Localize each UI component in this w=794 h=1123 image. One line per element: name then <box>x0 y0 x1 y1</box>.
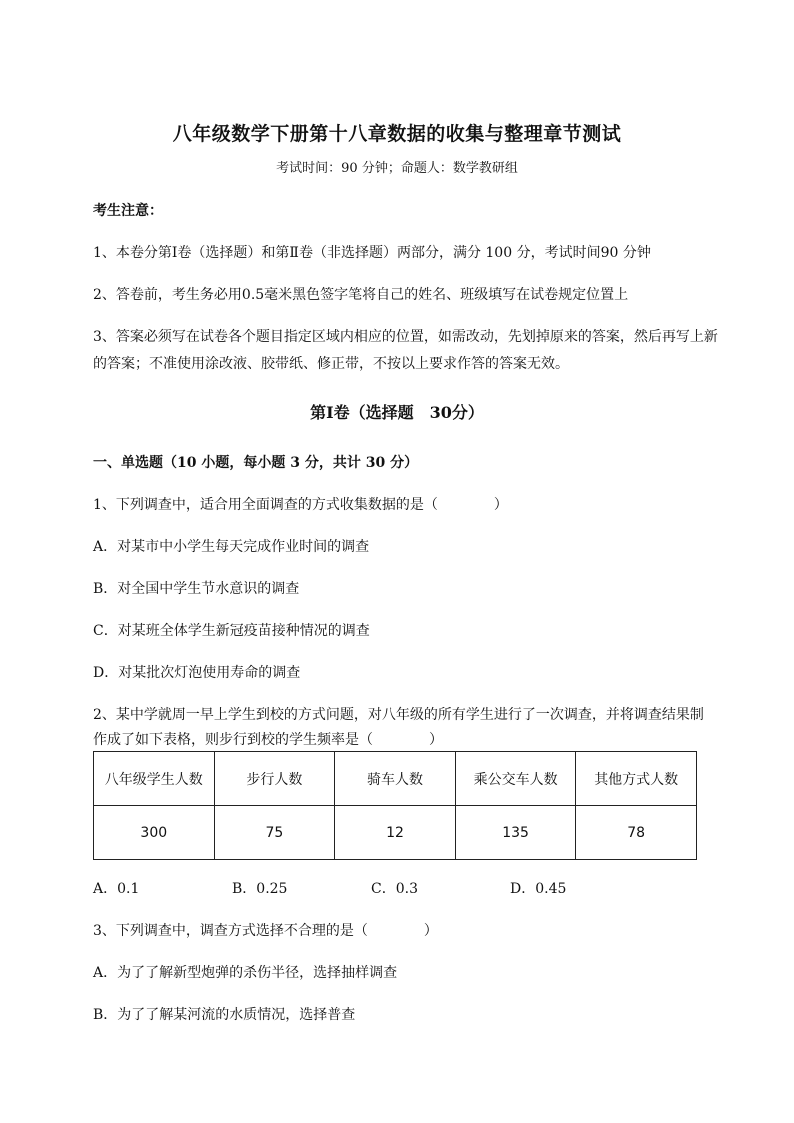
table-header-cell: 八年级学生人数 <box>94 752 215 806</box>
q2-option-a: A．0.1 <box>93 881 140 897</box>
table-cell: 12 <box>335 806 456 860</box>
q1-option-d: D．对某批次灯泡使用寿命的调查 <box>93 665 301 681</box>
table-cell: 78 <box>576 806 697 860</box>
table-header-cell: 步行人数 <box>214 752 335 806</box>
part-heading: 一、单选题（10 小题，每小题 3 分，共计 30 分） <box>93 455 419 471</box>
notice-item-3-cont: 的答案；不准使用涂改液、胶带纸、修正带，不按以上要求作答的答案无效。 <box>93 356 569 372</box>
table-header-cell: 乘公交车人数 <box>455 752 576 806</box>
table-header-row <box>94 752 697 806</box>
section-title: 第Ⅰ卷（选择题 30分） <box>310 403 484 422</box>
q1-option-b: B．对全国中学生节水意识的调查 <box>93 581 300 597</box>
table-cell: 135 <box>455 806 576 860</box>
table-cell: 300 <box>94 806 215 860</box>
table-cell: 75 <box>214 806 335 860</box>
q2-options-row <box>93 878 653 898</box>
q1-option-c: C．对某班全体学生新冠疫苗接种情况的调查 <box>93 623 370 639</box>
q2-option-c: C．0.3 <box>371 881 418 897</box>
q2-option-d: D．0.45 <box>510 881 567 897</box>
q3-option-b: B．为了了解某河流的水质情况，选择普查 <box>93 1007 356 1023</box>
q2-stem-line2: 作成了如下表格，则步行到校的学生频率是（ ） <box>93 732 443 748</box>
notice-item-1: 1、本卷分第Ⅰ卷（选择题）和第Ⅱ卷（非选择题）两部分，满分 100 分，考试时间90 分钟 <box>93 245 651 261</box>
notice-heading: 考生注意： <box>93 203 163 219</box>
q2-data-table <box>93 751 697 860</box>
table-header-cell: 其他方式人数 <box>576 752 697 806</box>
exam-title: 八年级数学下册第十八章数据的收集与整理章节测试 <box>172 123 622 145</box>
q3-stem: 3、下列调查中，调查方式选择不合理的是（ ） <box>93 923 438 939</box>
notice-item-2: 2、答卷前，考生务必用0.5毫米黑色签字笔将自己的姓名、班级填写在试卷规定位置上 <box>93 287 629 303</box>
table-header-cell: 骑车人数 <box>335 752 456 806</box>
q1-stem: 1、下列调查中，适合用全面调查的方式收集数据的是（ ） <box>93 497 508 513</box>
q2-stem-line1: 2、某中学就周一早上学生到校的方式问题，对八年级的所有学生进行了一次调查，并将调查结果制 <box>93 707 704 723</box>
q2-option-b: B．0.25 <box>232 881 288 897</box>
q1-option-a: A．对某市中小学生每天完成作业时间的调查 <box>93 539 370 555</box>
table-row <box>94 806 697 860</box>
notice-item-3: 3、答案必须写在试卷各个题目指定区域内相应的位置，如需改动，先划掉原来的答案，然后再写上新 <box>93 329 718 345</box>
exam-subtitle: 考试时间：90 分钟；命题人：数学教研组 <box>276 161 518 176</box>
q3-option-a: A．为了了解新型炮弹的杀伤半径，选择抽样调查 <box>93 965 398 981</box>
